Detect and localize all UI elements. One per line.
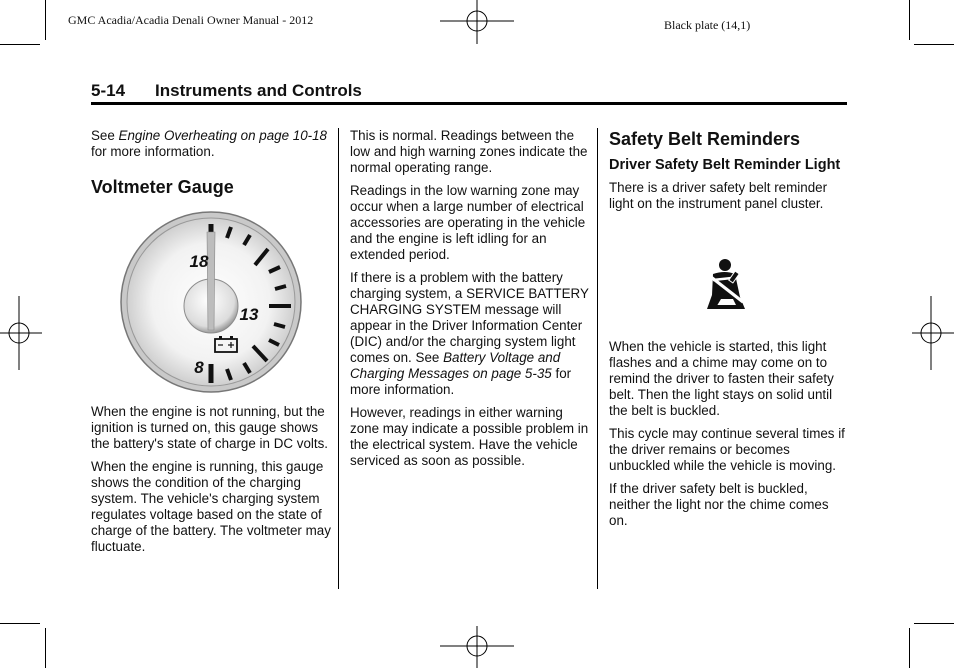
section-rule [91, 102, 847, 105]
paragraph-charging-problem [350, 270, 590, 398]
manual-title: GMC Acadia/Acadia Denali Owner Manual - 2012 [68, 13, 314, 27]
gauge-label-18: 18 [189, 252, 209, 271]
intro-paragraph [91, 128, 331, 160]
registration-mark-left [0, 296, 42, 370]
seatbelt-icon [703, 257, 751, 313]
charging-problem-text: If there is a problem with the battery charging system, a SERVICE BATTERY CHARGING SYSTEM message will appear in the Driver Information Center (DIC) and/or the charging system light comes on. [350, 270, 589, 365]
voltmeter-paragraph-2: When the engine is running, this gauge shows the condition of the charging system. The vehicle's charging system regulates voltage based on the state of charge of the battery. The voltmeter may fluctuate. [91, 459, 331, 554]
gauge-label-13: 13 [239, 305, 259, 324]
gauge-label-8: 8 [194, 358, 204, 377]
column-divider [338, 128, 339, 589]
driver-belt-subheading: Driver Safety Belt Reminder Light [609, 157, 841, 173]
section-heading [91, 81, 362, 101]
crop-mark [45, 0, 46, 40]
crop-mark [909, 628, 910, 668]
reminder-light-paragraph: There is a driver safety belt reminder light on the instrument panel cluster. [609, 180, 828, 211]
seatbelt-figure [609, 219, 849, 339]
see-text: See [415, 350, 444, 365]
registration-mark-right [912, 296, 954, 370]
crop-mark [0, 44, 40, 45]
intro-see: See [91, 128, 119, 143]
column-2 [350, 128, 590, 476]
plate-label: Black plate (14,1) [664, 18, 751, 32]
paragraph-normal-range: This is normal. Readings between the low and high warning zones indicate the normal operating range. [350, 128, 588, 175]
more-info-text: for more information. [350, 366, 572, 397]
cross-reference-link[interactable]: Battery Voltage and Charging Messages on page 5-35 [350, 350, 561, 381]
voltmeter-gauge-illustration [119, 210, 303, 394]
voltmeter-heading: Voltmeter Gauge [91, 177, 234, 197]
gauge-figure [91, 204, 331, 404]
voltmeter-paragraph-1: When the engine is not running, but the ignition is turned on, this gauge shows the battery's state of charge in DC volts. [91, 404, 329, 451]
section-number: 5-14 [91, 81, 126, 100]
column-1 [91, 128, 331, 562]
paragraph-warning-zone: However, readings in either warning zone may indicate a possible problem in the electrical system. Have the vehicle serviced as soon as possible. [350, 405, 589, 468]
crop-mark [45, 628, 46, 668]
registration-mark-bottom [440, 626, 514, 668]
section-title: Instruments and Controls [155, 81, 362, 100]
cycle-paragraph: This cycle may continue several times if the driver remains or becomes unbuckled while the vehicle is moving. [609, 426, 845, 473]
crop-mark [914, 44, 954, 45]
cross-reference-link[interactable]: Engine Overheating on page 10-18 [118, 128, 328, 143]
safety-belt-heading: Safety Belt Reminders [609, 129, 801, 149]
registration-mark-top [440, 0, 514, 44]
vehicle-started-paragraph: When the vehicle is started, this light flashes and a chime may come on to remind the driver to fasten their safety belt. Then the light stays on solid until the belt is buckled. [609, 339, 834, 418]
intro-rest: for more information. [91, 144, 215, 159]
buckled-paragraph: If the driver safety belt is buckled, neither the light nor the chime comes on. [609, 481, 829, 528]
crop-mark [909, 0, 910, 40]
paragraph-low-warning: Readings in the low warning zone may occur when a large number of electrical accessories are operating in the vehicle and the engine is left idling for an extended period. [350, 183, 586, 262]
crop-mark [0, 623, 40, 624]
column-divider [597, 128, 598, 589]
crop-mark [914, 623, 954, 624]
column-3 [609, 128, 849, 536]
